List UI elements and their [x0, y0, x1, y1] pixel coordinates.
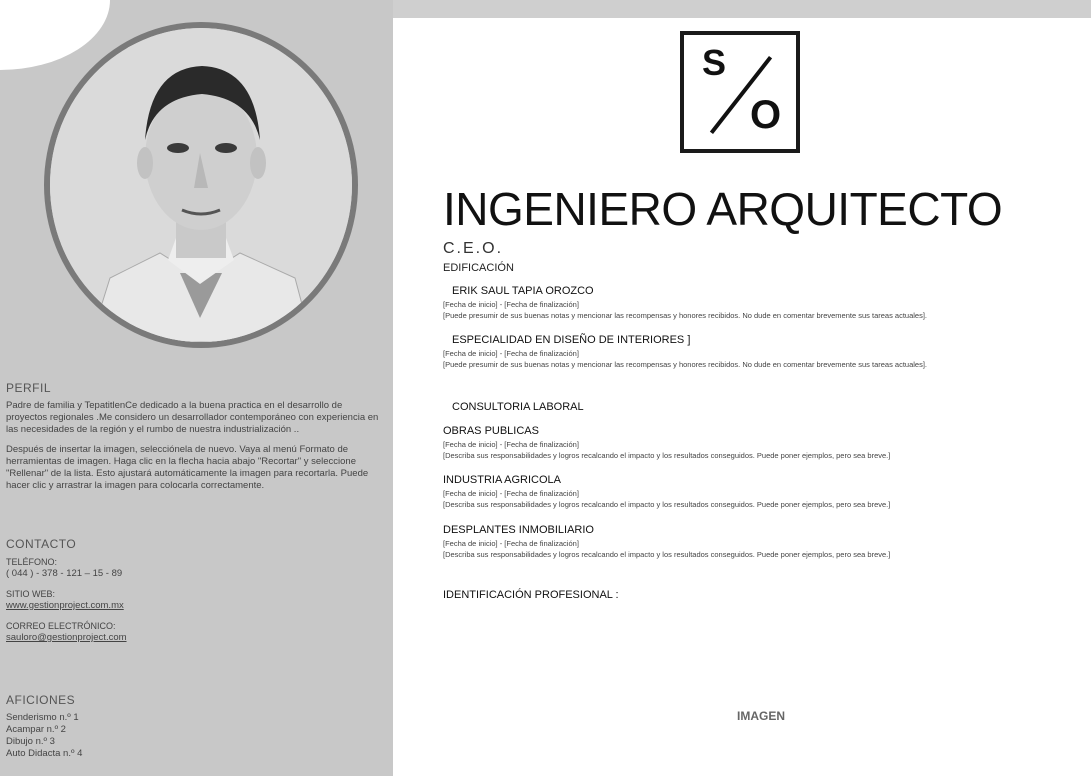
hobbies-section: [6, 694, 386, 760]
entry-dates: [Fecha de inicio] - [Fecha de finalización]: [443, 300, 579, 309]
consulting-entry: [443, 474, 1063, 510]
profile-heading: PERFIL: [6, 381, 52, 395]
image-placeholder[interactable]: IMAGEN: [737, 709, 785, 723]
hobbies-heading: AFICIONES: [6, 693, 76, 707]
entry-description: [Describa sus responsabilidades y logros recalcando el impacto y los resultados conseguidos. Puede poner ejemplos, pero sea breve.]: [443, 500, 891, 509]
edification-entry: [443, 285, 1063, 321]
contact-section: [6, 538, 386, 652]
entry-title: OBRAS PUBLICAS: [443, 425, 539, 437]
profile-paragraph-2: Después de insertar la imagen, selecciónela de nuevo. Vaya al menú Formato de herramientas de imagen. Haga clic en la flecha hacia abajo "Recortar" y seleccione "Rellenar" de la lista. Esto ajustará automáticamente la imagen para recortarla. Puede hacer clic y arrastrar la imagen para colocarla correctamente.: [6, 444, 369, 491]
edification-heading: EDIFICACIÓN: [443, 262, 514, 274]
consulting-entry: [443, 425, 1063, 461]
phone-value: ( 044 ) - 378 - 121 – 15 - 89: [6, 568, 123, 579]
entry-title: DESPLANTES INMOBILIARIO: [443, 524, 594, 536]
page-subtitle: C.E.O.: [443, 240, 504, 257]
logo-letter-top: S: [702, 42, 727, 83]
entry-dates: [Fecha de inicio] - [Fecha de finalización]: [443, 440, 579, 449]
consulting-heading: CONSULTORIA LABORAL: [452, 401, 584, 413]
entry-description: [Puede presumir de sus buenas notas y mencionar las recompensas y honores recibidos. No dude en comentar brevemente sus tareas actuales].: [443, 360, 928, 369]
page-title: INGENIERO ARQUITECTO: [443, 183, 1003, 235]
hobby-item: Acampar n.º 2: [6, 724, 66, 735]
hobby-item: Senderismo n.º 1: [6, 712, 79, 723]
entry-description: [Describa sus responsabilidades y logros recalcando el impacto y los resultados conseguidos. Puede poner ejemplos, pero sea breve.]: [443, 451, 891, 460]
entry-dates: [Fecha de inicio] - [Fecha de finalización]: [443, 539, 579, 548]
email-label: CORREO ELECTRÓNICO:: [6, 621, 116, 631]
entry-title: ERIK SAUL TAPIA OROZCO: [452, 285, 594, 297]
logo: [680, 31, 800, 153]
logo-letter-bottom: O: [750, 93, 782, 137]
entry-title: INDUSTRIA AGRICOLA: [443, 474, 561, 486]
entry-dates: [Fecha de inicio] - [Fecha de finalización]: [443, 489, 579, 498]
identification-heading: IDENTIFICACIÓN PROFESIONAL :: [443, 589, 619, 601]
entry-description: [Describa sus responsabilidades y logros recalcando el impacto y los resultados conseguidos. Puede poner ejemplos, pero sea breve.]: [443, 550, 891, 559]
edification-entry: [443, 334, 1063, 370]
email-link[interactable]: sauloro@gestionproject.com: [6, 632, 127, 643]
consulting-entry: [443, 524, 1063, 560]
profile-paragraph-1: Padre de familia y TepatitlenCe dedicado a la buena practica en el desarrollo de proyectos regionales .Me considero un desarrollador contemporáneo con experiencia en las necesidades de la región y el rumbo de nuestra industrialización ..: [6, 400, 379, 435]
entry-title: ESPECIALIDAD EN DISEÑO DE INTERIORES ]: [452, 334, 691, 346]
website-link[interactable]: www.gestionproject.com.mx: [6, 600, 124, 611]
sidebar-corner: [0, 0, 110, 70]
profile-section: [6, 382, 386, 500]
portrait-image: [50, 28, 352, 342]
website-label: SITIO WEB:: [6, 589, 56, 599]
hobby-item: Auto Didacta n.º 4: [6, 748, 83, 759]
entry-description: [Puede presumir de sus buenas notas y mencionar las recompensas y honores recibidos. No dude en comentar brevemente sus tareas actuales].: [443, 311, 928, 320]
contact-heading: CONTACTO: [6, 537, 77, 551]
consulting-heading-wrap: [443, 401, 1063, 415]
hobby-item: Dibujo n.º 3: [6, 736, 55, 747]
entry-dates: [Fecha de inicio] - [Fecha de finalización]: [443, 349, 579, 358]
profile-photo[interactable]: [50, 28, 352, 342]
phone-label: TELÉFONO:: [6, 557, 58, 567]
